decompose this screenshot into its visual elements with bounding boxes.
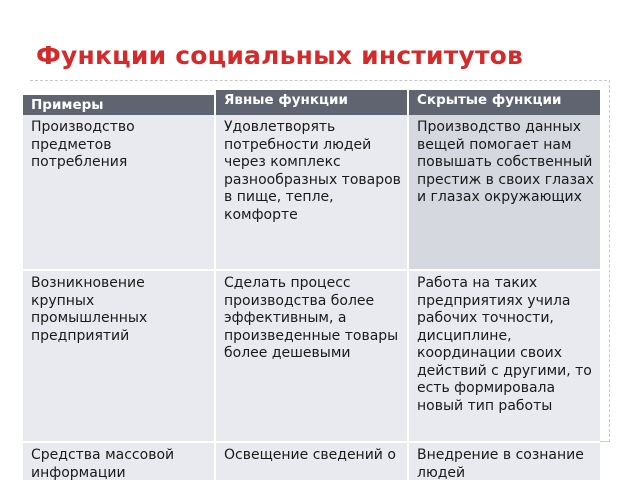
frame-divider-right [609,80,610,442]
table-cell-explicit: Сделать процесс производства более эффективным, а произведенные товары более дешевыми [216,271,409,443]
frame-divider-bottom [600,441,610,442]
header-examples: Примеры [23,95,216,116]
table-cell-hidden: Производство данных вещей помогает нам повышать собственный престиж в своих глазах и глазах окружающих [409,115,600,271]
header-explicit-functions: Явные функции [216,90,409,115]
table-cell-example: Возникновение крупных промышленных предприятий [23,271,216,443]
functions-table [23,90,600,480]
table-cell-hidden: Внедрение в сознание людей [409,443,600,480]
slide-title: Функции социальных институтов [36,41,524,70]
table-cell-example: Производство предметов потребления [23,115,216,271]
header-hidden-functions: Скрытые функции [409,90,600,115]
table-cell-explicit: Удовлетворять потребности людей через комплекс разнообразных товаров в пище, тепле, комфорте [216,115,409,271]
table-cell-example: Средства массовой информации [23,443,216,480]
title-divider [30,80,607,81]
table-cell-hidden: Работа на таких предприятиях учила рабочих точности, дисциплине, координации своих действий с другими, то есть формировала новый тип работы [409,271,600,443]
table-cell-explicit: Освещение сведений о [216,443,409,480]
